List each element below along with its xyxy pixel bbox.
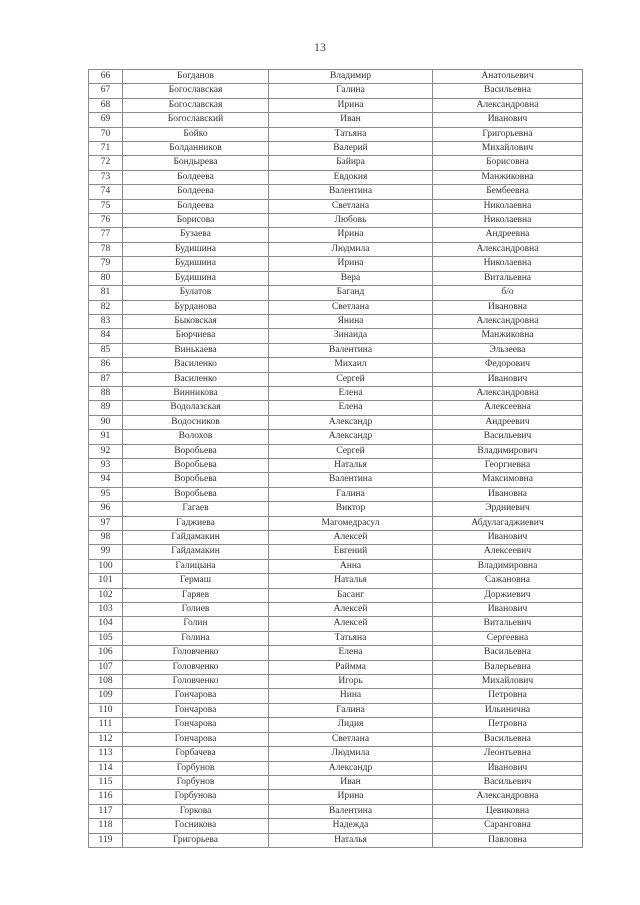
last-name-cell: Будишина — [123, 257, 269, 271]
patronymic-cell: Александровна — [433, 314, 583, 328]
patronymic-cell: Николаевна — [433, 257, 583, 271]
patronymic-cell: Иванович — [433, 531, 583, 545]
last-name-cell: Голин — [123, 617, 269, 631]
row-number-cell: 110 — [89, 703, 123, 717]
patronymic-cell: Манжиковна — [433, 170, 583, 184]
last-name-cell: Булатов — [123, 286, 269, 300]
first-name-cell: Александр — [269, 430, 433, 444]
first-name-cell: Иван — [269, 113, 433, 127]
last-name-cell: Воробьева — [123, 487, 269, 501]
patronymic-cell: Петровна — [433, 718, 583, 732]
last-name-cell: Горбунова — [123, 790, 269, 804]
patronymic-cell: Ивановна — [433, 300, 583, 314]
patronymic-cell: Андреевна — [433, 228, 583, 242]
last-name-cell: Винькаева — [123, 343, 269, 357]
table-row — [89, 300, 583, 314]
first-name-cell: Елена — [269, 646, 433, 660]
table-row — [89, 819, 583, 833]
patronymic-cell: Петровна — [433, 689, 583, 703]
patronymic-cell: Алексеевич — [433, 545, 583, 559]
first-name-cell: Галина — [269, 84, 433, 98]
table-row — [89, 156, 583, 170]
last-name-cell: Водолазская — [123, 401, 269, 415]
patronymic-cell: Саранговна — [433, 819, 583, 833]
first-name-cell: Михаил — [269, 358, 433, 372]
row-number-cell: 69 — [89, 113, 123, 127]
table-row — [89, 732, 583, 746]
first-name-cell: Людмила — [269, 747, 433, 761]
patronymic-cell: Анатольевич — [433, 70, 583, 84]
patronymic-cell: Иванович — [433, 761, 583, 775]
last-name-cell: Бойко — [123, 127, 269, 141]
last-name-cell: Головченко — [123, 660, 269, 674]
last-name-cell: Василенко — [123, 372, 269, 386]
row-number-cell: 119 — [89, 833, 123, 847]
patronymic-cell: Михайлович — [433, 675, 583, 689]
last-name-cell: Винникова — [123, 386, 269, 400]
patronymic-cell: Михайлович — [433, 142, 583, 156]
first-name-cell: Галина — [269, 487, 433, 501]
first-name-cell: Янина — [269, 314, 433, 328]
first-name-cell: Анна — [269, 559, 433, 573]
patronymic-cell: Васильевна — [433, 646, 583, 660]
row-number-cell: 112 — [89, 732, 123, 746]
table-row — [89, 487, 583, 501]
first-name-cell: Наталья — [269, 458, 433, 472]
table-row — [89, 473, 583, 487]
table-row — [89, 185, 583, 199]
last-name-cell: Гагаев — [123, 502, 269, 516]
table-row — [89, 588, 583, 602]
roster-body — [89, 70, 583, 848]
last-name-cell: Богославская — [123, 84, 269, 98]
last-name-cell: Гайдамакин — [123, 545, 269, 559]
first-name-cell: Басанг — [269, 588, 433, 602]
last-name-cell: Воробьева — [123, 458, 269, 472]
last-name-cell: Бузаева — [123, 228, 269, 242]
first-name-cell: Галина — [269, 703, 433, 717]
first-name-cell: Елена — [269, 386, 433, 400]
patronymic-cell: Васильевна — [433, 84, 583, 98]
table-row — [89, 775, 583, 789]
row-number-cell: 70 — [89, 127, 123, 141]
patronymic-cell: Борисовна — [433, 156, 583, 170]
row-number-cell: 107 — [89, 660, 123, 674]
patronymic-cell: Леонтьевна — [433, 747, 583, 761]
table-row — [89, 142, 583, 156]
table-row — [89, 199, 583, 213]
table-row — [89, 761, 583, 775]
patronymic-cell: Витальевна — [433, 271, 583, 285]
patronymic-cell: Доржиевич — [433, 588, 583, 602]
row-number-cell: 118 — [89, 819, 123, 833]
first-name-cell: Татьяна — [269, 631, 433, 645]
row-number-cell: 113 — [89, 747, 123, 761]
table-row — [89, 444, 583, 458]
patronymic-cell: Федорович — [433, 358, 583, 372]
first-name-cell: Ирина — [269, 228, 433, 242]
first-name-cell: Ирина — [269, 257, 433, 271]
page-number: 13 — [314, 40, 326, 54]
last-name-cell: Быковская — [123, 314, 269, 328]
first-name-cell: Зинаида — [269, 329, 433, 343]
row-number-cell: 92 — [89, 444, 123, 458]
patronymic-cell: Максимовна — [433, 473, 583, 487]
row-number-cell: 97 — [89, 516, 123, 530]
table-row — [89, 646, 583, 660]
patronymic-cell: Витальевич — [433, 617, 583, 631]
patronymic-cell: Александровна — [433, 98, 583, 112]
row-number-cell: 117 — [89, 804, 123, 818]
last-name-cell: Голина — [123, 631, 269, 645]
row-number-cell: 81 — [89, 286, 123, 300]
table-row — [89, 127, 583, 141]
row-number-cell: 89 — [89, 401, 123, 415]
first-name-cell: Светлана — [269, 732, 433, 746]
row-number-cell: 90 — [89, 415, 123, 429]
last-name-cell: Волохов — [123, 430, 269, 444]
last-name-cell: Горбачева — [123, 747, 269, 761]
first-name-cell: Игорь — [269, 675, 433, 689]
last-name-cell: Болдеева — [123, 199, 269, 213]
first-name-cell: Раймма — [269, 660, 433, 674]
patronymic-cell: Цевиковна — [433, 804, 583, 818]
table-row — [89, 214, 583, 228]
row-number-cell: 102 — [89, 588, 123, 602]
table-row — [89, 718, 583, 732]
table-row — [89, 415, 583, 429]
roster-table — [88, 69, 583, 848]
row-number-cell: 68 — [89, 98, 123, 112]
last-name-cell: Гончарова — [123, 732, 269, 746]
first-name-cell: Ирина — [269, 98, 433, 112]
table-row — [89, 703, 583, 717]
first-name-cell: Ирина — [269, 790, 433, 804]
table-row — [89, 617, 583, 631]
last-name-cell: Богданов — [123, 70, 269, 84]
table-row — [89, 358, 583, 372]
table-row — [89, 113, 583, 127]
first-name-cell: Алексей — [269, 617, 433, 631]
row-number-cell: 114 — [89, 761, 123, 775]
first-name-cell: Людмила — [269, 242, 433, 256]
table-row — [89, 790, 583, 804]
last-name-cell: Болданников — [123, 142, 269, 156]
row-number-cell: 101 — [89, 574, 123, 588]
patronymic-cell: Абдулагаджиевич — [433, 516, 583, 530]
patronymic-cell: Николаевна — [433, 214, 583, 228]
row-number-cell: 78 — [89, 242, 123, 256]
patronymic-cell: Ильинична — [433, 703, 583, 717]
first-name-cell: Владимир — [269, 70, 433, 84]
last-name-cell: Гончарова — [123, 703, 269, 717]
table-row — [89, 574, 583, 588]
last-name-cell: Бондырева — [123, 156, 269, 170]
first-name-cell: Валентина — [269, 804, 433, 818]
patronymic-cell: Эрдниевич — [433, 502, 583, 516]
row-number-cell: 96 — [89, 502, 123, 516]
last-name-cell: Воробьева — [123, 444, 269, 458]
patronymic-cell: Павловна — [433, 833, 583, 847]
row-number-cell: 76 — [89, 214, 123, 228]
table-row — [89, 516, 583, 530]
row-number-cell: 93 — [89, 458, 123, 472]
last-name-cell: Гаряев — [123, 588, 269, 602]
first-name-cell: Александр — [269, 761, 433, 775]
table-row — [89, 329, 583, 343]
table-row — [89, 401, 583, 415]
patronymic-cell: Георгиевна — [433, 458, 583, 472]
row-number-cell: 105 — [89, 631, 123, 645]
row-number-cell: 72 — [89, 156, 123, 170]
patronymic-cell: Андреевич — [433, 415, 583, 429]
row-number-cell: 87 — [89, 372, 123, 386]
patronymic-cell: Александровна — [433, 386, 583, 400]
patronymic-cell: Сажановна — [433, 574, 583, 588]
last-name-cell: Головченко — [123, 646, 269, 660]
table-row — [89, 660, 583, 674]
row-number-cell: 111 — [89, 718, 123, 732]
last-name-cell: Голиев — [123, 603, 269, 617]
row-number-cell: 79 — [89, 257, 123, 271]
first-name-cell: Наталья — [269, 833, 433, 847]
first-name-cell: Валерий — [269, 142, 433, 156]
last-name-cell: Болдеева — [123, 170, 269, 184]
first-name-cell: Алексей — [269, 603, 433, 617]
row-number-cell: 98 — [89, 531, 123, 545]
table-row — [89, 228, 583, 242]
last-name-cell: Горбунов — [123, 761, 269, 775]
first-name-cell: Алексей — [269, 531, 433, 545]
patronymic-cell: Александровна — [433, 790, 583, 804]
last-name-cell: Бурданова — [123, 300, 269, 314]
patronymic-cell: Владимирович — [433, 444, 583, 458]
row-number-cell: 109 — [89, 689, 123, 703]
row-number-cell: 66 — [89, 70, 123, 84]
row-number-cell: 73 — [89, 170, 123, 184]
row-number-cell: 74 — [89, 185, 123, 199]
first-name-cell: Валентина — [269, 185, 433, 199]
first-name-cell: Сергей — [269, 444, 433, 458]
row-number-cell: 80 — [89, 271, 123, 285]
row-number-cell: 85 — [89, 343, 123, 357]
first-name-cell: Нина — [269, 689, 433, 703]
first-name-cell: Евдокия — [269, 170, 433, 184]
last-name-cell: Борисова — [123, 214, 269, 228]
table-row — [89, 747, 583, 761]
first-name-cell: Светлана — [269, 199, 433, 213]
table-row — [89, 545, 583, 559]
table-row — [89, 343, 583, 357]
first-name-cell: Байира — [269, 156, 433, 170]
first-name-cell: Сергей — [269, 372, 433, 386]
table-row — [89, 84, 583, 98]
patronymic-cell: Манжиковна — [433, 329, 583, 343]
table-row — [89, 804, 583, 818]
last-name-cell: Головченко — [123, 675, 269, 689]
table-row — [89, 675, 583, 689]
row-number-cell: 82 — [89, 300, 123, 314]
row-number-cell: 108 — [89, 675, 123, 689]
patronymic-cell: Васильевич — [433, 430, 583, 444]
last-name-cell: Болдеева — [123, 185, 269, 199]
patronymic-cell: Иванович — [433, 372, 583, 386]
first-name-cell: Вера — [269, 271, 433, 285]
first-name-cell: Евгений — [269, 545, 433, 559]
table-row — [89, 631, 583, 645]
first-name-cell: Виктор — [269, 502, 433, 516]
patronymic-cell: Ивановна — [433, 487, 583, 501]
patronymic-cell: Бембеевна — [433, 185, 583, 199]
table-row — [89, 70, 583, 84]
patronymic-cell: Эльзеева — [433, 343, 583, 357]
first-name-cell: Магомедрасул — [269, 516, 433, 530]
table-row — [89, 559, 583, 573]
row-number-cell: 75 — [89, 199, 123, 213]
last-name-cell: Гончарова — [123, 689, 269, 703]
patronymic-cell: Александровна — [433, 242, 583, 256]
patronymic-cell: Иванович — [433, 113, 583, 127]
row-number-cell: 95 — [89, 487, 123, 501]
row-number-cell: 71 — [89, 142, 123, 156]
first-name-cell: Елена — [269, 401, 433, 415]
last-name-cell: Богославская — [123, 98, 269, 112]
last-name-cell: Гермаш — [123, 574, 269, 588]
last-name-cell: Горкова — [123, 804, 269, 818]
first-name-cell: Лидия — [269, 718, 433, 732]
last-name-cell: Будишина — [123, 242, 269, 256]
first-name-cell: Любовь — [269, 214, 433, 228]
table-row — [89, 170, 583, 184]
table-row — [89, 458, 583, 472]
table-row — [89, 603, 583, 617]
last-name-cell: Галицына — [123, 559, 269, 573]
table-row — [89, 286, 583, 300]
patronymic-cell: б/о — [433, 286, 583, 300]
table-row — [89, 531, 583, 545]
table-row — [89, 257, 583, 271]
last-name-cell: Бюрчиева — [123, 329, 269, 343]
roster-sheet — [88, 69, 582, 848]
table-row — [89, 833, 583, 847]
table-row — [89, 242, 583, 256]
patronymic-cell: Алексеевна — [433, 401, 583, 415]
first-name-cell: Валентина — [269, 473, 433, 487]
last-name-cell: Водосников — [123, 415, 269, 429]
patronymic-cell: Владимировна — [433, 559, 583, 573]
last-name-cell: Григорьева — [123, 833, 269, 847]
row-number-cell: 103 — [89, 603, 123, 617]
first-name-cell: Надежда — [269, 819, 433, 833]
row-number-cell: 67 — [89, 84, 123, 98]
first-name-cell: Баганд — [269, 286, 433, 300]
last-name-cell: Василенко — [123, 358, 269, 372]
patronymic-cell: Валерьевна — [433, 660, 583, 674]
first-name-cell: Александр — [269, 415, 433, 429]
last-name-cell: Гончарова — [123, 718, 269, 732]
table-row — [89, 98, 583, 112]
row-number-cell: 94 — [89, 473, 123, 487]
last-name-cell: Горбунов — [123, 775, 269, 789]
row-number-cell: 104 — [89, 617, 123, 631]
last-name-cell: Богославский — [123, 113, 269, 127]
table-row — [89, 689, 583, 703]
patronymic-cell: Иванович — [433, 603, 583, 617]
row-number-cell: 86 — [89, 358, 123, 372]
last-name-cell: Госникова — [123, 819, 269, 833]
patronymic-cell: Николаевна — [433, 199, 583, 213]
row-number-cell: 116 — [89, 790, 123, 804]
last-name-cell: Воробьева — [123, 473, 269, 487]
table-row — [89, 386, 583, 400]
table-row — [89, 430, 583, 444]
patronymic-cell: Сергеевна — [433, 631, 583, 645]
row-number-cell: 83 — [89, 314, 123, 328]
first-name-cell: Светлана — [269, 300, 433, 314]
patronymic-cell: Васильевич — [433, 775, 583, 789]
table-row — [89, 502, 583, 516]
row-number-cell: 88 — [89, 386, 123, 400]
table-row — [89, 372, 583, 386]
row-number-cell: 91 — [89, 430, 123, 444]
row-number-cell: 100 — [89, 559, 123, 573]
table-row — [89, 271, 583, 285]
patronymic-cell: Васильевна — [433, 732, 583, 746]
last-name-cell: Гайдамакин — [123, 531, 269, 545]
row-number-cell: 106 — [89, 646, 123, 660]
table-row — [89, 314, 583, 328]
last-name-cell: Гаджиева — [123, 516, 269, 530]
first-name-cell: Наталья — [269, 574, 433, 588]
row-number-cell: 115 — [89, 775, 123, 789]
row-number-cell: 84 — [89, 329, 123, 343]
first-name-cell: Татьяна — [269, 127, 433, 141]
row-number-cell: 99 — [89, 545, 123, 559]
last-name-cell: Будишина — [123, 271, 269, 285]
first-name-cell: Иван — [269, 775, 433, 789]
patronymic-cell: Григорьевна — [433, 127, 583, 141]
first-name-cell: Валентина — [269, 343, 433, 357]
row-number-cell: 77 — [89, 228, 123, 242]
